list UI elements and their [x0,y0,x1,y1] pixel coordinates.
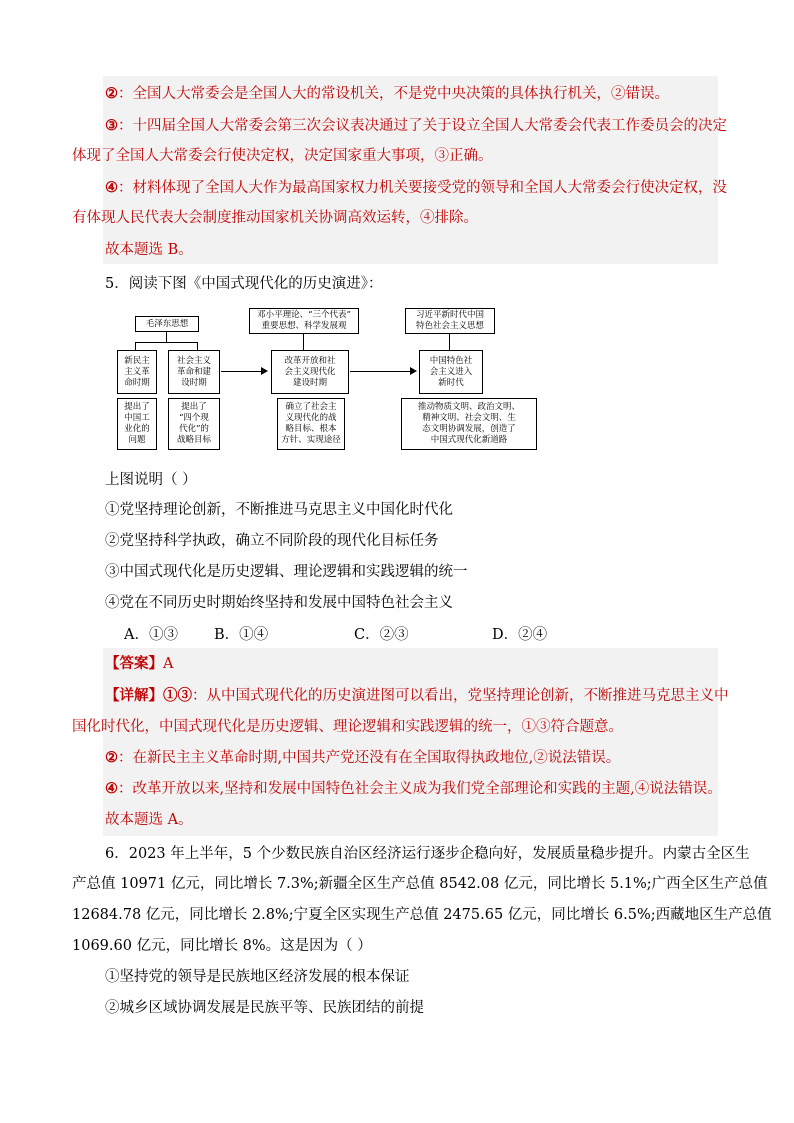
question-6-line: 6．2023 年上半年，5 个少数民族自治区经济运行逐步企稳向好，发展质量稳步提升。内蒙古全区生 [105,846,750,862]
explanation-block-q4 [103,76,718,264]
item-number: ② [105,749,118,766]
explanation-line [105,178,727,198]
statement-2: ②城乡区域协调发展是民族平等、民族团结的前提 [105,1000,424,1016]
box-deng-theory: 邓小平理论、“三个代表” 重要思想、科学发展观 [249,308,359,334]
box-reform-period: 改革开放和社 会主义现代化 建设时期 [271,350,349,394]
connector [449,334,450,350]
option-d[interactable]: D．②④ [492,627,548,643]
statement-3: ③中国式现代化是历史逻辑、理论逻辑和实践逻辑的统一 [105,564,468,580]
box-new-democratic-period: 新民主 主义革 命时期 [117,350,157,394]
statement-1: ①坚持党的领导是民族地区经济发展的根本保证 [105,969,410,985]
box-reform-result: 确立了社会主 义现代化的战 略目标、根本 方针、实现途径 [277,398,345,450]
arrow-1 [221,371,261,372]
answer-line [105,654,173,674]
box-industrialization-question: 提出了 中国工 业化的 问题 [117,398,157,450]
detail-label: 【详解】 [105,687,163,704]
arrow-head-icon [410,367,417,375]
arrow-head-icon [261,367,268,375]
connector [135,342,197,343]
explanation-text: ：全国人大常委会是全国人大的常设机关，不是党中央决策的具体执行机关，②错误。 [118,86,669,102]
item-number: ② [105,85,118,102]
explanation-text: ：在新民主主义革命时期,中国共产党还没有在全国取得执政地位,②说法错误。 [118,750,621,766]
explanation-line [105,779,722,799]
question-5-prompt: 上图说明（ ） [105,472,197,488]
explanation-text: ：从中国式现代化的历史演进图可以看出，党坚持理论创新，不断推进马克思主义中 [192,688,729,704]
question-5-stem: 5．阅读下图《中国式现代化的历史演进》： [105,276,383,292]
connector [197,342,198,350]
item-number: ④ [105,179,118,196]
explanation-text: 国化时代化，中国式现代化是历史逻辑、理论逻辑和实践逻辑的统一，①③符合题意。 [72,719,623,735]
explanation-text: 体现了全国人大常委会行使决定权，决定国家重大事项，③正确。 [72,148,493,164]
box-new-era: 中国特色社 会主义进入 新时代 [419,350,483,394]
item-number: ④ [105,780,118,797]
question-6-line: 产总值 10971 亿元，同比增长 7.3%;新疆全区生产总值 8542.08 亿元，同比增长 5.1%;广西全区生产总值 [72,876,768,892]
answer-options [124,625,547,645]
connector [303,334,304,350]
explanation-text: ：改革开放以来,坚持和发展中国特色社会主义成为我们党全部理论和实践的主题,④说法错误。 [118,781,722,797]
option-c[interactable]: C．②③ [354,627,409,643]
statement-1: ①党坚持理论创新，不断推进马克思主义中国化时代化 [105,502,453,518]
box-socialist-revolution-period: 社会主义 革命和建 设时期 [168,350,220,394]
explanation-text: ：材料体现了全国人大作为最高国家权力机关要接受党的领导和全国人大常委会行使决定权，没 [118,180,727,196]
conclusion-text: 故本题选 B。 [105,242,193,258]
box-new-era-result: 推动物质文明、政治文明、 精神文明、社会文明、生 态文明协调发展，创造了 中国式现代化新道路 [401,398,537,450]
box-four-modernizations: 提出了 “四个现 代化”的 战略目标 [168,398,220,450]
option-a[interactable]: A．①③ [124,627,178,643]
conclusion-text: 故本题选 A。 [105,812,193,828]
explanation-text: 有体现人民代表大会制度推动国家机关协调高效运转，④排除。 [72,210,478,226]
item-number: ③ [105,117,118,134]
detail-line [105,686,729,706]
connector [166,332,167,342]
item-number: ①③ [163,687,192,704]
statement-2: ②党坚持科学执政，确立不同阶段的现代化目标任务 [105,533,439,549]
question-6-line: 1069.60 亿元，同比增长 8%。这是因为（ ） [72,938,372,954]
explanation-line [105,116,727,136]
box-mao-thought: 毛泽东思想 [135,316,199,332]
option-b[interactable]: B．①④ [214,627,269,643]
answer-value: A [163,656,174,672]
explanation-line [105,748,620,768]
explanation-line [105,84,669,104]
statement-4: ④党在不同历史时期始终坚持和发展中国特色社会主义 [105,595,453,611]
answer-block-q5 [103,648,718,836]
explanation-text: ：十四届全国人大常委会第三次会议表决通过了关于设立全国人大常委会代表工作委员会的决定 [118,118,727,134]
question-6-line: 12684.78 亿元，同比增长 2.8%;宁夏全区实现生产总值 2475.65 亿元，同比增长 6.5%;西藏地区生产总值 [72,907,772,923]
connector [135,342,136,350]
answer-label: 【答案】 [105,655,163,672]
box-xi-thought: 习近平新时代中国 特色社会主义思想 [405,308,495,334]
arrow-2 [350,371,410,372]
modernization-history-diagram [113,306,541,454]
